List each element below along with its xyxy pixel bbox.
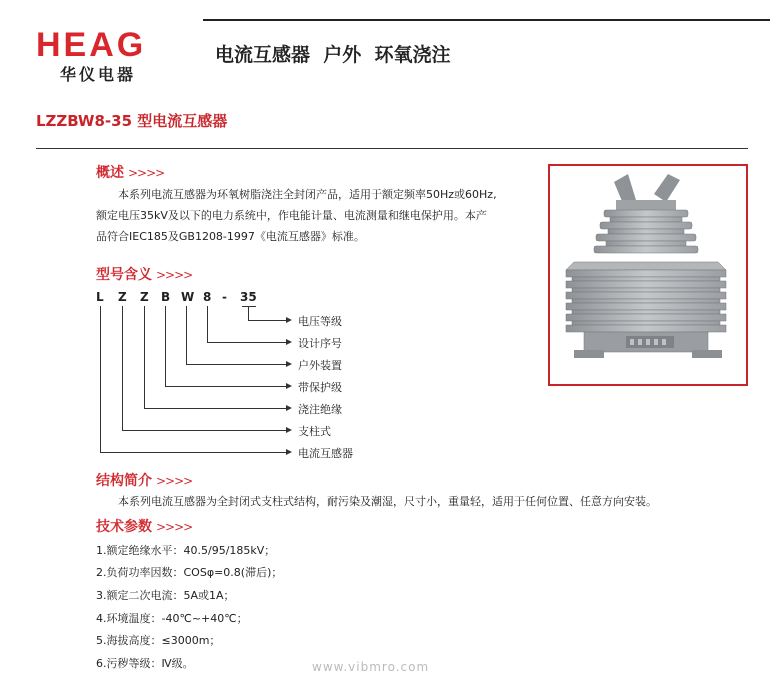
code-label: 设计序号: [298, 337, 342, 350]
chevron-icon: >>>>: [156, 520, 193, 534]
current-transformer-illustration: [550, 166, 746, 384]
code-label: 支柱式: [298, 425, 331, 438]
connector-line: [100, 452, 286, 453]
connector-line: [165, 306, 166, 386]
arrow-icon: [286, 339, 292, 345]
code-label: 户外装置: [298, 359, 342, 372]
connector-line: [186, 306, 187, 364]
spec-item: 3.额定二次电流：5A或1A；: [96, 589, 235, 602]
connector-line: [122, 306, 123, 430]
chevron-icon: >>>>: [156, 268, 193, 282]
structure-heading-text: 结构简介: [96, 473, 152, 489]
arrow-icon: [286, 449, 292, 455]
structure-paragraph: 本系列电流互感器为全封闭式支柱式结构，耐污染及潮湿，尺寸小，重量轻，适用于任何位置、任意方向安装。: [118, 495, 657, 508]
model-title: LZZBW8-35 型电流互感器: [36, 112, 228, 130]
watermark: www.vibmro.com: [312, 660, 430, 674]
chevron-icon: >>>>: [128, 166, 165, 180]
code-label: 带保护级: [298, 381, 342, 394]
code-label: 浇注绝缘: [298, 403, 342, 416]
overview-paragraph: [96, 184, 536, 247]
logo: HEAG: [36, 26, 147, 64]
connector-line: [122, 430, 286, 431]
header-title: 电流互感器 户外 环氧浇注: [215, 44, 451, 66]
code-label: 电流互感器: [298, 447, 353, 460]
overview-line: 额定电压35kV及以下的电力系统中，作电能计量、电流测量和继电保护用。本产: [96, 209, 487, 222]
code-letter: Z: [118, 290, 127, 304]
arrow-icon: [286, 317, 292, 323]
arrow-icon: [286, 383, 292, 389]
connector-line: [207, 342, 286, 343]
connector-line: [186, 364, 286, 365]
specs-heading-text: 技术参数: [96, 519, 152, 535]
section-divider: [36, 148, 748, 149]
code-letter: B: [161, 290, 171, 304]
code-letter: Z: [140, 290, 149, 304]
connector-line: [248, 320, 286, 321]
logo-cn-text: 华仪电器: [60, 65, 137, 84]
structure-heading: [96, 470, 192, 490]
spec-item: 5.海拔高度：≤3000m；: [96, 634, 221, 647]
arrow-icon: [286, 361, 292, 367]
code-label: 电压等级: [298, 315, 342, 328]
code-letter: L: [96, 290, 104, 304]
spec-item: 2.负荷功率因数：COSφ=0.8(滞后)；: [96, 566, 283, 579]
code-letter: -: [222, 290, 227, 304]
connector-line: [207, 306, 208, 342]
product-image-frame: [548, 164, 748, 386]
arrow-icon: [286, 405, 292, 411]
code-letter: 8: [203, 290, 212, 304]
specs-heading: [96, 516, 192, 536]
code-letter: 35: [240, 290, 257, 304]
bracket-line: [242, 306, 256, 307]
code-letter: W: [181, 290, 195, 304]
overview-heading-text: 概述: [96, 165, 124, 181]
overview-line: 品符合IEC185及GB1208-1997《电流互感器》标准。: [96, 230, 365, 243]
connector-line: [144, 306, 145, 408]
overview-heading: [96, 162, 164, 182]
spec-item: 6.污秽等级：Ⅳ级。: [96, 657, 194, 670]
header-rule: [203, 19, 770, 21]
chevron-icon: >>>>: [156, 474, 193, 488]
model-meaning-heading-text: 型号含义: [96, 267, 152, 283]
connector-line: [100, 306, 101, 452]
connector-line: [144, 408, 286, 409]
spec-item: 1.额定绝缘水平：40.5/95/185kV；: [96, 544, 276, 557]
connector-line: [248, 306, 249, 320]
spec-item: 4.环境温度：-40℃~+40℃；: [96, 612, 248, 625]
model-meaning-heading: [96, 264, 192, 284]
overview-line: 本系列电流互感器为环氧树脂浇注全封闭产品，适用于额定频率50Hz或60Hz,: [118, 188, 497, 201]
connector-line: [165, 386, 286, 387]
arrow-icon: [286, 427, 292, 433]
